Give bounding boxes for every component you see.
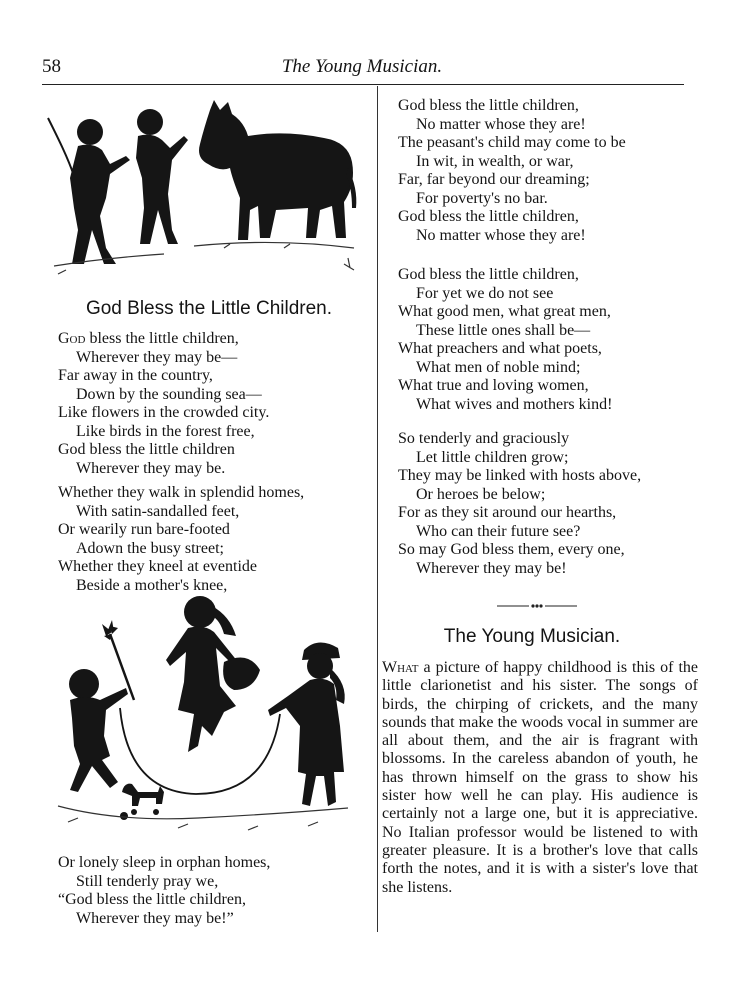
poem-line: What true and loving women, — [398, 377, 589, 394]
poem-line: No matter whose they are! — [416, 226, 586, 244]
poem-title: God Bless the Little Children. — [85, 298, 333, 319]
poem-line: Whether they walk in splendid homes, — [58, 484, 305, 501]
poem-line: Far, far beyond our dreaming; — [398, 171, 590, 188]
poem-line: Let little children grow; — [416, 448, 569, 466]
poem-line: God bless the little children, — [398, 266, 579, 283]
poem-stanza-5 — [398, 266, 612, 414]
poem-line: God bless the little children, — [398, 97, 579, 114]
poem-line: Far away in the country, — [58, 367, 213, 384]
poem-line: These little ones shall be— — [416, 321, 591, 339]
poem-stanza-3 — [58, 854, 270, 928]
header-rule — [42, 84, 684, 85]
poem-line: Whether they kneel at eventide — [58, 558, 258, 575]
poem-line: Or heroes be below; — [416, 485, 546, 503]
poem-line: For as they sit around our hearths, — [398, 504, 617, 521]
article-lead-word: What — [382, 659, 419, 676]
poem-line: Wherever they may be!” — [76, 909, 234, 927]
poem-line: For yet we do not see — [416, 284, 554, 302]
poem-line: What wives and mothers kind! — [416, 395, 613, 413]
poem-stanza-2 — [58, 484, 304, 595]
poem-line: “God bless the little children, — [58, 891, 246, 908]
running-title: The Young Musician. — [281, 56, 443, 77]
poem-line: Or wearily run bare-footed — [58, 521, 230, 538]
first-line-text: bless the little children, — [85, 330, 239, 347]
poem-line: What preachers and what poets, — [398, 340, 602, 357]
poem-line: Wherever they may be. — [76, 459, 226, 477]
poem-line — [58, 330, 269, 349]
ornamental-divider — [497, 597, 577, 605]
poem-line: Who can their future see? — [416, 522, 581, 540]
poem-stanza-6 — [398, 430, 641, 578]
poem-line: God bless the little children — [58, 441, 235, 458]
page-header — [42, 56, 682, 82]
poem-line: No matter whose they are! — [416, 115, 586, 133]
poem-line: Adown the busy street; — [76, 539, 224, 557]
poem-line: In wit, in wealth, or war, — [416, 152, 574, 170]
poem-line: God bless the little children, — [398, 208, 579, 225]
poem-line: So may God bless them, every one, — [398, 541, 625, 558]
children-skipping-rope-silhouette — [48, 596, 360, 844]
poem-line: The peasant's child may come to be — [398, 134, 626, 151]
page-number: 58 — [42, 56, 61, 77]
article-title: The Young Musician. — [443, 626, 621, 647]
poem-line: Like birds in the forest free, — [76, 422, 255, 440]
poem-line: Down by the sounding sea— — [76, 385, 262, 403]
poem-line: What men of noble mind; — [416, 358, 581, 376]
poem-line: Like flowers in the crowded city. — [58, 404, 270, 421]
poem-line: So tenderly and graciously — [398, 430, 570, 447]
poem-stanza-4 — [398, 97, 626, 245]
poem-line: Or lonely sleep in orphan homes, — [58, 854, 271, 871]
poem-line: Wherever they may be— — [76, 348, 238, 366]
poem-line: Still tenderly pray we, — [76, 872, 219, 890]
column-divider — [377, 86, 378, 932]
poem-line: Beside a mother's knee, — [76, 576, 228, 594]
poem-stanza-1 — [58, 330, 269, 478]
drop-word: God — [58, 330, 86, 347]
poem-line: What good men, what great men, — [398, 303, 611, 320]
poem-line: They may be linked with hosts above, — [398, 467, 642, 484]
article-body — [382, 659, 698, 897]
poem-line: With satin-sandalled feet, — [76, 502, 240, 520]
poem-line: Wherever they may be! — [416, 559, 567, 577]
poem-line: For poverty's no bar. — [416, 189, 548, 207]
boys-and-donkey-silhouette — [44, 98, 366, 284]
article-text: a picture of happy childhood is this of the little clarionetist and his sister. The songs of birds, the chirping of crickets, and the many sounds that make the woods vocal in summer are all about them, and the air is fragrant with blossoms. In the careless abandon of youth, he has thrown himself on the grass to show his sister how well he can play. His audience is certainly not a large one, but it is appreciative. No Italian professor would be listened to with greater pleasure. It is a brother's love that calls forth the notes, and it is with a sister's love that she listens. — [382, 659, 698, 896]
